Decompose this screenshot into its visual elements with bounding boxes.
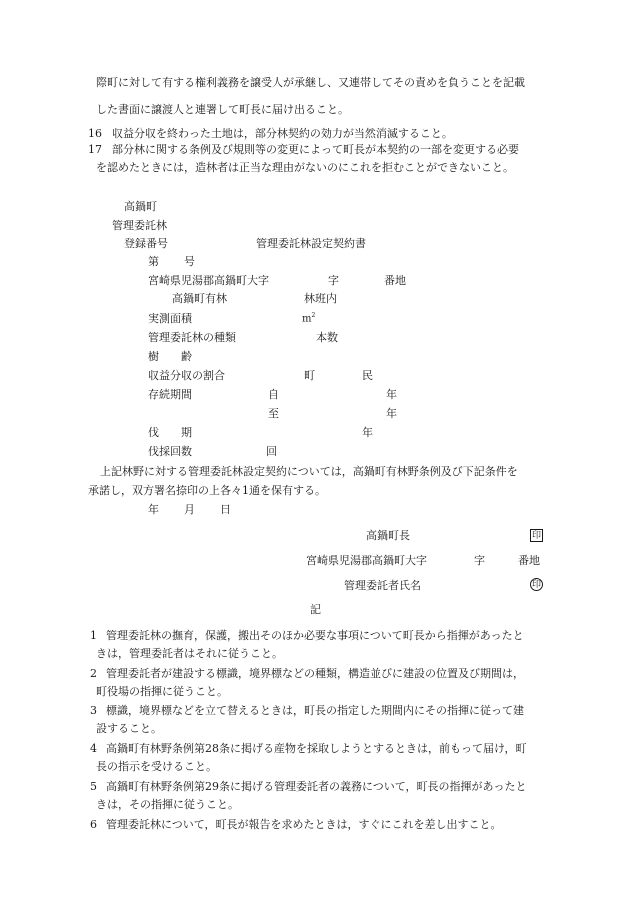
- share-town: 町: [304, 369, 315, 382]
- trustee-banchi: 番地: [518, 554, 540, 567]
- share-people: 民: [362, 369, 373, 382]
- number-go: 号: [184, 255, 195, 268]
- count-label: 本数: [316, 331, 338, 344]
- number-dai: 第: [148, 255, 159, 268]
- item-17-line-2: を認めたときには，造林者は正当な理由がないのにこれを拒むことができないこと。: [96, 161, 514, 174]
- period-from-year: 年: [386, 388, 397, 401]
- item-16-number: 16: [88, 127, 102, 140]
- period-label: 存続期間: [148, 388, 192, 401]
- condition-3-line-2: 設すること。: [96, 722, 162, 735]
- cut-count-label: 伐採回数: [148, 445, 192, 458]
- condition-4-line-1: 高鍋町有林野条例第28条に掲げる産物を採取しようとするときは，前もって届け，町: [106, 742, 527, 755]
- item-17-number: 17: [88, 143, 102, 156]
- body-line-1: 上記林野に対する管理委託林設定契約については，高鍋町有林野条例及び下記条件を: [100, 465, 518, 478]
- body-line-2: 承諾し，双方署名捺印の上各々1通を保有する。: [88, 484, 326, 497]
- area-unit: $m^2$: [302, 312, 316, 325]
- town-forest: 高鍋町有林: [172, 292, 227, 305]
- condition-5-line-2: きは，その指揮に従うこと。: [96, 798, 239, 811]
- period-to-year: 年: [386, 407, 397, 420]
- condition-6-line-1: 管理委託林について，町長が報告を求めたときは，すぐにこれを差し出すこと。: [106, 818, 502, 831]
- condition-5-line-1: 高鍋町有林野条例第29条に掲げる管理委託者の義務について，町長の指揮があったと: [106, 780, 527, 793]
- age-label: 樹 齢: [148, 350, 192, 363]
- registration-number-label: 登録番号: [124, 237, 168, 250]
- intro-line-1: 際町に対して有する権利義務を譲受人が承継し、又連帯してその責めを負うことを記載: [96, 76, 525, 89]
- condition-5-number: 5: [90, 780, 97, 793]
- harvest-label: 伐 期: [148, 426, 192, 439]
- form-forest-type: 管理委託林: [112, 219, 167, 232]
- period-to: 至: [268, 407, 279, 420]
- condition-1-line-2: きは，管理委託者はそれに従うこと。: [96, 647, 283, 660]
- trustee-name-label: 管理委託者氏名: [344, 579, 421, 592]
- date-year: 年: [148, 503, 159, 516]
- item-16-text: 収益分収を終わった土地は，部分林契約の効力が当然消滅すること。: [112, 127, 453, 140]
- harvest-year: 年: [362, 426, 373, 439]
- mayor-label: 高鍋町長: [366, 529, 410, 542]
- intro-line-2: した書面に譲渡人と連署して町長に届け出ること。: [96, 103, 349, 116]
- period-from: 自: [268, 388, 279, 401]
- location-address: 宮崎県児湯郡高鍋町大字: [148, 274, 269, 287]
- date-day: 日: [220, 503, 231, 516]
- condition-2-line-1: 管理委託者が建設する標識，境界標などの種類，構造並びに建設の位置及び期間は，: [106, 667, 524, 680]
- trustee-address: 宮崎県児湯郡高鍋町大字: [306, 554, 427, 567]
- condition-3-line-1: 標識，境界標などを立て替えるときは，町長の指定した期間内にその指揮に従って建: [106, 704, 524, 717]
- mayor-seal: 印: [531, 531, 541, 541]
- area-label: 実測面積: [148, 312, 192, 325]
- condition-4-number: 4: [90, 742, 97, 755]
- location-aza: 字: [328, 274, 339, 287]
- condition-2-number: 2: [90, 667, 97, 680]
- share-label: 収益分収の割合: [148, 369, 225, 382]
- condition-4-line-2: 長の指示を受けること。: [96, 760, 217, 773]
- ki-heading: 記: [310, 603, 321, 616]
- species-label: 管理委託林の種類: [148, 331, 236, 344]
- trustee-aza: 字: [474, 554, 485, 567]
- trustee-seal: 印: [531, 580, 541, 590]
- item-17-line-1: 部分林に関する条例及び規則等の変更によって町長が本契約の一部を変更する必要: [112, 143, 519, 156]
- form-title: 管理委託林設定契約書: [256, 237, 366, 250]
- form-town: 高鍋町: [124, 200, 157, 213]
- condition-2-line-2: 町役場の指揮に従うこと。: [96, 685, 228, 698]
- condition-6-number: 6: [90, 818, 97, 831]
- date-month: 月: [184, 503, 195, 516]
- condition-3-number: 3: [90, 704, 97, 717]
- condition-1-number: 1: [90, 629, 97, 642]
- condition-1-line-1: 管理委託林の撫育，保護，搬出そのほか必要な事項について町長から指揮があったと: [106, 629, 524, 642]
- location-banchi: 番地: [384, 274, 406, 287]
- cut-count-unit: 回: [266, 445, 277, 458]
- forest-compartment: 林班内: [304, 292, 337, 305]
